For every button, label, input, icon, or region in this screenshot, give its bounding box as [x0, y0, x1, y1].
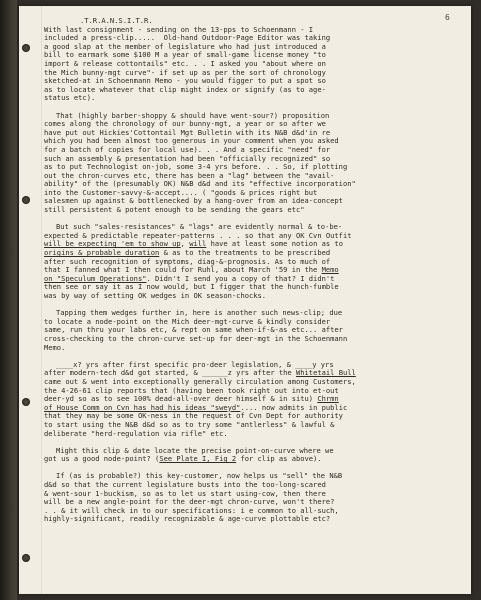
- text-line: [44, 86, 459, 95]
- text-span: have at least some notion as to: [206, 239, 343, 249]
- text-span: salesmen up against & bottlenecked by a hang-over from an idea-concept: [44, 196, 343, 206]
- text-span: expected & predictable repeater-patterns . . . so that any OK Cvn Outfit: [44, 230, 352, 240]
- text-span: & went-sour 1-buckism, so as to let us start using-cow, then there: [44, 488, 326, 498]
- text-span: such an assembly & presentation had been "officially recognized" so: [44, 153, 331, 163]
- text-span: . Didn't I send you a copy of that? I didn't: [146, 273, 335, 283]
- paragraph: [44, 112, 459, 215]
- text-span: as to locate whatever that clip might index or signify (as to age-: [44, 84, 326, 94]
- text-span: Tapping them wedges further in, here is another such news-clip; due: [56, 308, 343, 318]
- text-line: [44, 430, 459, 439]
- paragraph: [44, 17, 459, 103]
- text-line: [44, 292, 459, 301]
- text-line: [44, 515, 459, 524]
- binder-hole: [22, 196, 30, 204]
- text-line: [44, 94, 459, 103]
- text-line: [44, 206, 459, 215]
- text-span: to start using the N&B d&d so as to try some "antlerless" & lawful &: [44, 419, 335, 429]
- text-span: deliberate "herd-regulation via rifle" etc.: [44, 428, 228, 438]
- binder-holes: [19, 6, 35, 594]
- underlined-text: Chrmn: [317, 394, 339, 404]
- text-span: . . & it will check in to our specifications: i e common to all-such,: [44, 505, 339, 515]
- text-line: [44, 455, 459, 464]
- text-span: ____x? yrs after first specific pro-deer legislation, & ____y yrs: [56, 359, 334, 369]
- underlined-text: on "Speculum Operations": [44, 273, 147, 283]
- text-span: d&d so that the current legislature busts into the too-long-scared: [44, 480, 326, 490]
- text-span: comes along the chronology of our bunny-mgt, a year or so after we: [44, 119, 326, 129]
- text-line: [44, 344, 459, 353]
- text-span: That (highly barber-shoppy & should have went-sour?) proposition: [56, 110, 330, 120]
- text-span: import & release cottontails" etc. . . I asked you "about where on: [44, 58, 326, 68]
- text-span: for clip as above).: [236, 454, 322, 464]
- text-span: came out & went into exceptionally generally circulation among Customers,: [44, 376, 356, 386]
- text-span: after such recognition of symptoms, diag-&-prognosis. As to much of: [44, 256, 331, 266]
- text-span: that I fanned what I then could for Ruhl, about March '59 in the: [44, 265, 322, 275]
- text-span: Memo.: [44, 342, 66, 352]
- text-span: If (as is probable?) this key-customer, now helps us "sell" the N&B: [56, 471, 343, 481]
- text-span: a good slap at the member of legislature who had just introduced a: [44, 41, 326, 51]
- underlined-text: of House Comm on Cvn has had his ideas "sweyd": [44, 402, 241, 412]
- text-span: ,: [180, 239, 190, 249]
- text-span: still persistent & potent enough to be sending the gears etc": [44, 205, 305, 215]
- paragraph: [44, 361, 459, 438]
- text-span: got us a good node-point? (: [44, 454, 160, 464]
- text-span: that they may be some OK-ness in the request of Cvn Dept for authority: [44, 411, 343, 421]
- text-span: which you had been almost too generous in your comment when you asked: [44, 136, 339, 146]
- text-span: With last consignment - sending on the 13-pps to Schoenmann - I: [44, 24, 314, 34]
- binder-hole: [22, 44, 30, 52]
- text-span: into the Customer-savvy-&-accept.... ( "goods & prices right but: [44, 187, 318, 197]
- text-span: & as to the treatments to be prescribed: [159, 248, 331, 258]
- body-text: [44, 17, 459, 524]
- text-span: deer-yd so as to see 100% dead-all-over deer himself & in situ): [44, 394, 318, 404]
- text-span: .T.R.A.N.S.I.T.R.: [80, 16, 153, 25]
- text-span: for a batch of copies for local use). . . And a specific "need" for: [44, 144, 331, 154]
- text-span: to locate a node-point on the Mich deer-mgt-curve & kindly consider: [44, 316, 331, 326]
- underlined-text: will be expecting 'em to show up: [44, 239, 181, 249]
- paragraph: [44, 309, 459, 352]
- text-line: [44, 335, 459, 344]
- paragraph: [44, 223, 459, 300]
- text-span: the 4-26-61 clip reports that (having been took right out into et-out: [44, 385, 339, 395]
- binder-hole: [22, 398, 30, 406]
- text-span: included a press-clip..... Old-hand Outdoor-Page Editor was taking: [44, 33, 331, 43]
- typewritten-page: [19, 6, 471, 594]
- underlined-text: origins & probable duration: [44, 248, 160, 258]
- paragraph: [44, 472, 459, 524]
- text-span: status etc).: [44, 93, 96, 103]
- paragraph: [44, 447, 459, 464]
- text-span: bill to earmark some $100 M a year of small-game license money "to: [44, 50, 326, 60]
- underlined-text: will: [189, 239, 207, 249]
- text-span: But such "sales-resistances" & "lags" are evidently normal & to-be-: [56, 222, 343, 232]
- text-span: highly-significant, readily recognizable & age-curve plottable etc?: [44, 514, 331, 524]
- underlined-text: Memo: [321, 265, 339, 275]
- text-span: sketched-at in Schoenmann Memo - you would figger to put a spot so: [44, 76, 326, 86]
- text-span: ability" of the (presumably OK) N&B d&d and its "effective incorporation": [44, 179, 356, 189]
- text-span: will be a new angle-point for the deer-mgt chron-curve, won't there?: [44, 497, 335, 507]
- page-number: 6: [445, 13, 450, 22]
- text-span: then see or say it as I now would, but I figger that the hunch-fumble: [44, 282, 339, 292]
- margin-line: [41, 6, 42, 594]
- text-span: out the chron-curves etc, there has been a "lag" between the "avail-: [44, 170, 335, 180]
- underlined-text: Whitetail Bull: [295, 368, 356, 378]
- text-span: was by way of setting OK wedges in OK season-chocks.: [44, 291, 267, 300]
- text-span: .... now admits in public: [240, 402, 348, 412]
- text-span: after modern-tech d&d got started, & ______z yrs after the: [44, 368, 296, 378]
- binder-hole: [22, 554, 30, 562]
- text-span: same, run thru your labs etc, & rept on same when-if-&-as etc... after: [44, 325, 343, 335]
- text-span: cross-checking to the chron-curve set-up for deer-mgt in the Schoenmann: [44, 333, 348, 343]
- text-span: have put out Hickies'Cottontail Mgt Bulletin with its N&B d&d'in re: [44, 127, 331, 137]
- underlined-text: See Plate I, Fig 2: [159, 454, 237, 464]
- text-span: Might this clip & date locate the precise point-on-curve where we: [56, 445, 334, 455]
- text-span: the Mich bunny-mgt curve"- if set up as per the sort of chronology: [44, 67, 326, 77]
- binder-spine: [0, 0, 17, 600]
- text-span: as to put Technologist on-job, some 3-4 yrs before. . . So, if plotting: [44, 162, 348, 172]
